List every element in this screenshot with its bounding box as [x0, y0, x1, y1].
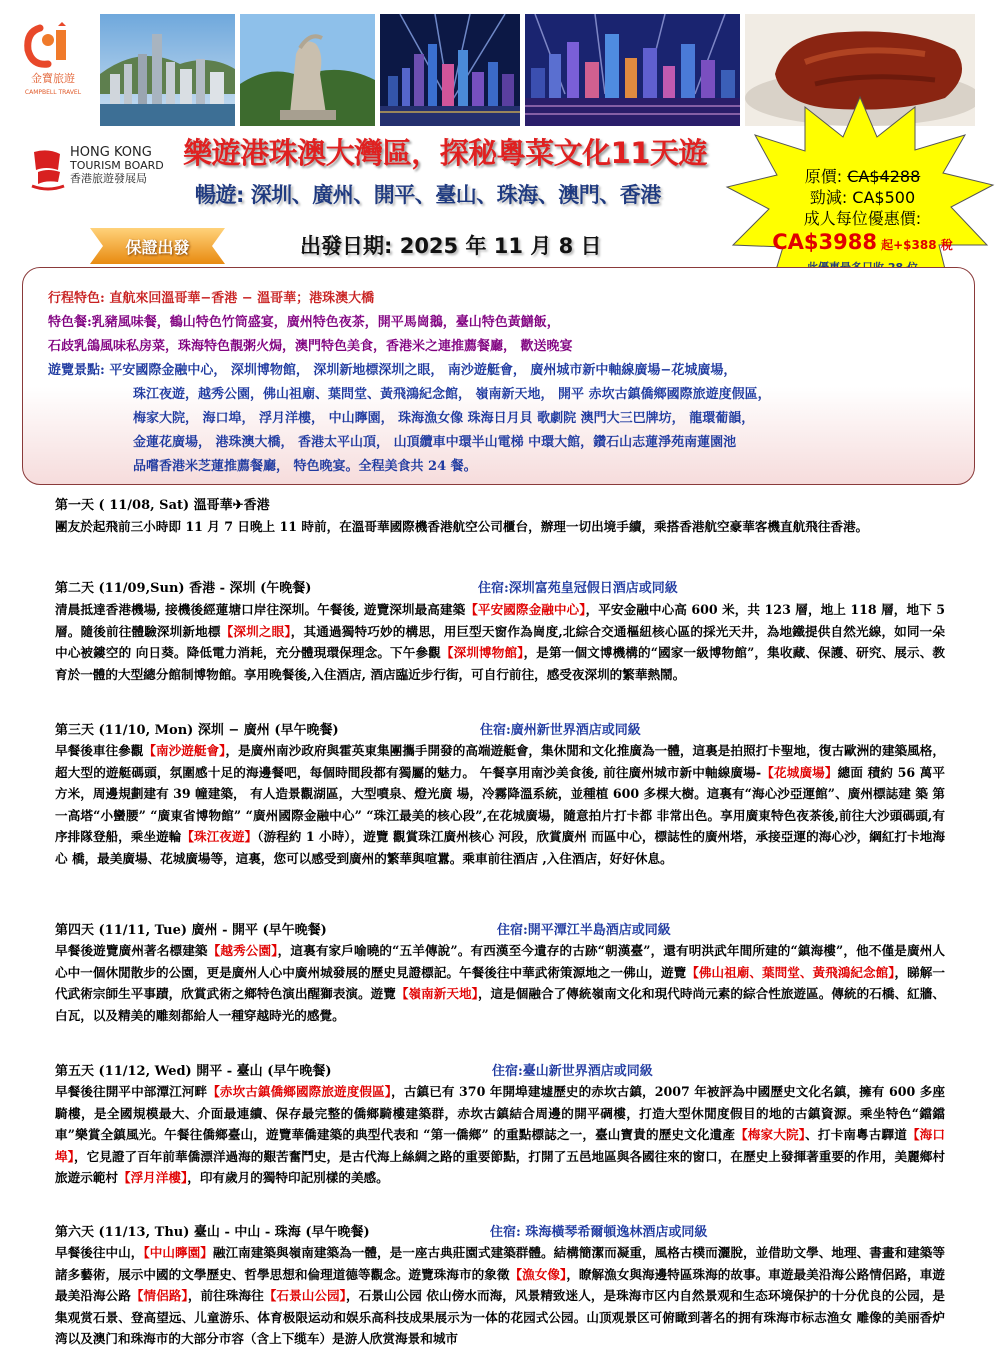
sight-ping-an: 【平安國際金融中心】 [465, 602, 586, 617]
highlight-meals-2: 石歧乳鴿風味私房菜，珠海特色靚粥火焗，澳門特色美食，香港米之連推薦餐廳， 歡送晚宴 [48, 339, 573, 354]
svg-text:金寶旅遊: 金寶旅遊 [31, 72, 75, 85]
day-4-body: 早餐後遊覽廣州著名標建築【越秀公園】，這裏有家戶喻曉的“五羊傳說”。有西漢至今遺存的古跡“朝漢臺”，還有明洪武年間所建的“鎮海樓”，他不僅是廣州人心中一個休閒散步的公園，更是廣州人心中廣州城發展的歷史見證標記。午餐後往中華武術策源地之一佛山，遊覽【佛山祖廟、葉問堂、黃飛鴻紀念館】，睇解一代武術宗師生平事蹟，欣賞武術之鄉特色演出醒獅表演。遊覽【嶺南新天地】，這是個融合了傳統嶺南文化和現代時尚元素的綜合性旅遊區。傳統的石橋、紅牆、白瓦，以及精美的雕刻都給人一種穿越時光的感覺。 [55, 943, 946, 1023]
highlight-sights-3: 梅家大院， 海口埠， 浮月洋樓， 中山矃園， 珠海漁女像 珠海日月貝 歌劇院 澳門大三巴牌坊， 龍環葡韻， [133, 411, 755, 426]
hktb-line3: 香港旅遊發展局 [70, 172, 147, 185]
sight-lingnan-tiandi: 【嶺南新天地】 [395, 986, 478, 1001]
hktb-logo [30, 144, 170, 200]
departure-date: 出發日期: 2025 年 11 月 8 日 [300, 234, 602, 258]
final-price-note: 起+$388 稅 [876, 238, 953, 252]
sight-huacheng-square: 【花城廣場】 [761, 764, 838, 780]
day-2-body: 清晨抵達香港機場, 接機後經蓮塘口岸往深圳。午餐後, 遊覽深圳最高建築【平安國際金融中心】，平安金融中心高 600 米，共 123 層，地上 118 層，地下 5 層。隨後前往體驗深圳新地標【深圳之眼】，其通過獨特巧妙的構思，用巨型天窗作為崗度,北綜合交通樞紐核心區的採光天井，為地鐵提供自然光線，如同一朵中心被鏤空的 向日葵。降低電力消耗，充分體現環保理念。下午參觀【深圳博物館】，是第一個文博機構的“國家一級博物館”，集收藏、保護、研究、展示、教育於一體的大型總分館制博物館。享用晚餐後,入住酒店, 酒店臨近步行街，可自行前往，感受夜深圳的繁華熱鬧。 [55, 602, 946, 682]
sight-foshan-ancestral-temple: 【佛山祖廟、葉問堂、黃飛鴻紀念館】 [686, 964, 895, 980]
tour-title: 樂遊港珠澳大灣區，探秘粵菜文化11天遊 [183, 136, 707, 170]
price-panel [760, 166, 965, 278]
guangzhou-five-rams-statue-photo [240, 14, 375, 126]
sight-chikan-town: 【赤坎古鎮僑鄉國際旅遊度假區】 [207, 1084, 392, 1099]
per-adult-label: 成人每位優惠價: [803, 209, 922, 228]
guarantee-label: 保證出發 [125, 238, 190, 257]
sight-zhongshan-garden: 【中山矃園】 [143, 1245, 213, 1260]
junk-boat-icon [30, 144, 66, 194]
sight-shenzhen-eye: 【深圳之眼】 [220, 623, 291, 639]
sight-fisher-girl-statue: 【漁女像】 [509, 1266, 567, 1282]
sight-fuyue-villa: 【浮月洋樓】 [117, 1170, 188, 1185]
day-6-heading: 第六天 (11/13, Thu) 臺山 - 中山 - 珠海 (早午晚餐) [55, 1225, 370, 1240]
sight-pearl-river-cruise: 【珠江夜遊】 [181, 829, 258, 844]
day-1-heading: 第一天 ( 11/08, Sat) 溫哥華✈香港 [55, 498, 270, 513]
original-price: CA$4288 [847, 167, 921, 186]
highlight-meals-1: 特色餐:乳豬風味餐，鶴山特色竹筒盛宴，廣州特色夜茶，開平馬崗鵝，臺山特色黃鱔飯， [48, 315, 560, 330]
hktb-line2: TOURISM BOARD [70, 159, 164, 172]
day-3-heading: 第三天 (11/10, Mon) 深圳 − 廣州 (早午晚餐) [55, 723, 339, 738]
day-4-hotel: 住宿:開平潭江半島酒店或同級 [497, 923, 671, 938]
sight-mei-family-compound: 【梅家大院】 [735, 1127, 806, 1142]
sight-shenzhen-museum: 【深圳博物館】 [440, 645, 524, 660]
day-2-hotel: 住宿:深圳富苑皇冠假日酒店或同級 [478, 581, 678, 596]
hktb-line1: HONG KONG [70, 145, 152, 160]
highlight-sights-5: 品嚐香港米芝蓮推薦餐廳， 特色晚宴。全程美食共 24 餐。 [133, 459, 477, 474]
sight-shijingshan-park: 【石景山公园】 [263, 1288, 347, 1303]
day-6-hotel: 住宿: 珠海橫琴希爾頓逸林酒店或同級 [490, 1225, 708, 1240]
final-price: CA$3988 [772, 230, 877, 254]
tour-route: 暢遊: 深圳、廣州、開平、臺山、珠海、澳門、香港 [195, 183, 661, 207]
day-5-body: 早餐後往開平中部潭江河畔【赤坎古鎮僑鄉國際旅遊度假區】，古鎮已有 370 年開埠建墟歷史的赤坎古鎮，2007 年被評為中國歷史文化名鎮，擁有 600 多座騎樓，是全國規模最大、介面最連續、保存最完整的僑鄉騎樓建築群，赤坎古鎮結合周邊的開平碉樓，打造大型休閒度假目的地的古鎮資源。乘坐特色“鐺鐺車”樂賞全鎮風光。午餐往僑鄉臺山，遊覽華僑建築的典型代表和 “第一僑鄉” 的重點標誌之一，臺山寶貴的歷史文化遺產【梅家大院】、打卡南粵古驛道【海口埠】，它見證了百年前華僑漂洋過海的艱苦奮鬥史，是古代海上絲綢之路的重要節點，打開了五邑地區與各國往來的窗口，在歷史上發揮著重要的作用，美麗鄉村旅遊示範村【浮月洋樓】，印有歲月的獨特印記別樣的美感。 [55, 1084, 946, 1185]
campbell-travel-logo [18, 20, 88, 110]
discount-amount: 勁減: CA$500 [809, 188, 916, 207]
sight-yuexiu-park: 【越秀公園】 [207, 943, 278, 958]
highlight-features: 行程特色: 直航來回溫哥華−香港 − 溫哥華；港珠澳大橋 [48, 291, 375, 306]
day-3-hotel: 住宿:廣州新世界酒店或同級 [480, 723, 641, 738]
sight-haikou-port: 【海口埠】 [55, 1127, 945, 1164]
day-2-heading: 第二天 (11/09,Sun) 香港 - 深圳 (午晚餐) [55, 581, 312, 596]
day-3-body: 早餐後車往參觀【南沙遊艇會】，是廣州南沙政府與霍英東集團攜手開發的高端遊艇會，集休閒和文化推廣為一體，這裏是拍照打卡聖地，復古歐洲的建築風格，超大型的遊艇碼頭，氛圍感十足的海邊餐吧，每個時間段都有獨屬的魅力。 午餐享用南沙美食後, 前往廣州城市新中軸線廣場-【花城廣場】總面 積約 56 萬平方米，周邊規劃建有 39 幢建築， 有人造景觀湖區，大型噴泉、燈光廣 場，冷霧降溫系統，並種植 600 多棵大樹。這裏有“海心沙亞運館”、廣州標誌建 築 第一高塔“小蠻腰” “廣東省博物館” “廣州國際金融中心” “珠江最美的核心段”,在花城廣場，隨意拍片打卡都 非常出色。享用廣東特色夜茶後,前往大沙頭碼頭,有序排隊登船，乘坐遊輪【珠江夜遊】（游程約 1 小時），遊覽 觀賞珠江廣州核心 河段，欣賞廣州 而區中心，標誌性的廣州塔，承接亞運的海心沙，綱紅打卡地海心 橋，最美廣場、花城廣場等，這裏，您可以感受到廣州的繁華與喧囂。乘車前往酒店 ,入住酒店，好好休息。 [55, 743, 946, 866]
original-price-label: 原價: [804, 167, 848, 186]
highlight-sights-1: 遊覽景點: 平安國際金融中心， 深圳博物館， 深圳新地標深圳之眼， 南沙遊艇會， 廣州城市新中軸線廣場−花城廣場， [48, 363, 737, 378]
sight-lovers-road: 【情侶路】 [130, 1288, 188, 1303]
day-5-hotel: 住宿:臺山新世界酒店或同級 [492, 1064, 653, 1079]
day-1-body: 團友於起飛前三小時即 11 月 7 日晚上 11 時前，在溫哥華國際機香港航空公司櫃台，辦理一切出境手續，乘搭香港航空豪華客機直航飛往香港。 [55, 519, 869, 534]
highlight-sights-4: 金蓮花廣場， 港珠澳大橋， 香港太平山頂， 山頂纜車中環半山電梯 中環大館，鑽石山志蓮淨苑南蓮園池 [133, 435, 737, 450]
hong-kong-skyline-photo [100, 14, 235, 126]
day-5-heading: 第五天 (11/12, Wed) 開平 - 臺山 (早午晚餐) [55, 1064, 332, 1079]
highlight-sights-2: 珠江夜遊，越秀公園，佛山祖廟、葉問堂、黃飛鴻紀念館， 嶺南新天地， 開平 赤坎古鎮僑鄉國際旅遊度假區， [133, 387, 771, 402]
hong-kong-night-skyline-photo [380, 14, 520, 126]
sight-nansha-yacht: 【南沙遊艇會】 [143, 743, 226, 758]
svg-text:CAMPBELL TRAVEL: CAMPBELL TRAVEL [24, 89, 82, 96]
day-6-body: 早餐後往中山，【中山矃園】融江南建築與嶺南建築為一體，是一座古典莊園式建築群體。結構簡潔而凝重，風格古樸而灑脫，並借助文學、地理、書畫和建築等諸多藝術，展示中國的文學歷史、哲學思想和倫理道德等觀念。遊覽珠海市的象徵【漁女像】，瞭解漁女與海邊特區珠海的故事。車遊最美沿海公路情侶路，車遊最美沿海公路【情侶路】，前往珠海往【石景山公园】，石景山公园 依山傍水而海，风景精致迷人，是珠海市区内自然景观和生态环境保护的十分优良的公园，是集观赏石景、登高望远、儿童游乐、体育极限运动和娱乐高科技成果展示为一体的花园式公园。山顶观景区可俯瞰到著名的拥有珠海市标志渔女 雕像的美丽香炉湾以及澳门和珠海市的大部分市容（含上下缆车）是游人欣赏海景和城市 [55, 1245, 946, 1346]
day-4-heading: 第四天 (11/11, Tue) 廣州 - 開平 (早午晚餐) [55, 923, 327, 938]
victoria-harbour-night-photo [525, 14, 740, 126]
